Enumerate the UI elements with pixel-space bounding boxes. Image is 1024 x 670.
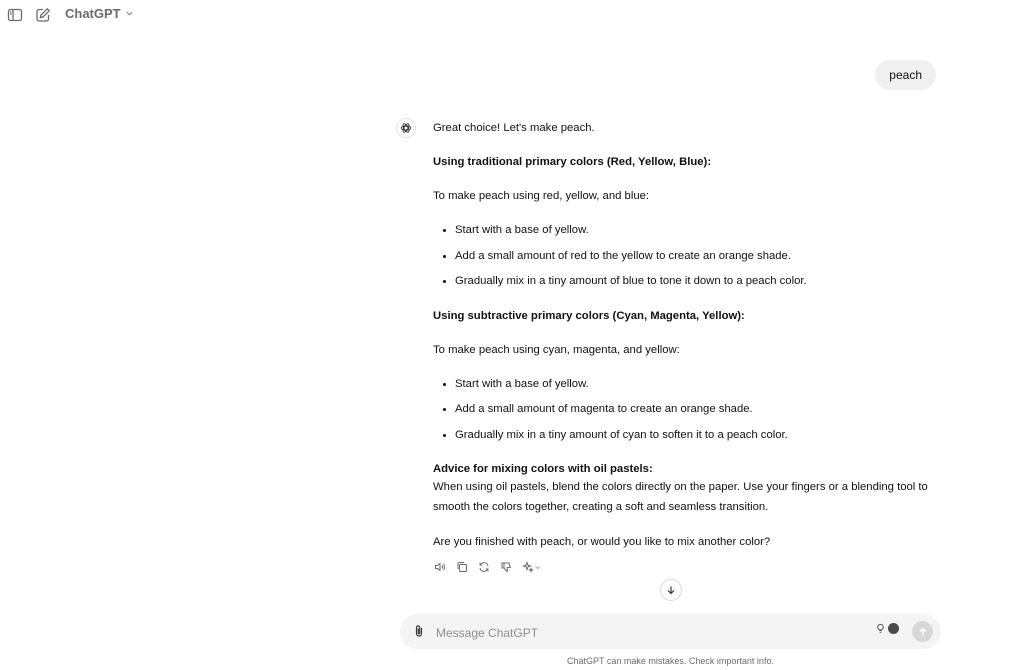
read-aloud-icon [434, 561, 446, 573]
user-message-bubble: peach [875, 60, 936, 90]
advice-body: When using oil pastels, blend the colors directly on the paper. Use your fingers or a blending tool to smooth the colors together, creating a soft and seamless transition. [433, 481, 928, 513]
list-item: • Add a small amount of magenta to create an orange shade. [455, 400, 933, 426]
assistant-message [433, 119, 933, 551]
assistant-intro: Great choice! Let's make peach. [433, 122, 595, 134]
chevron-down-icon [534, 564, 541, 571]
list-item: • Gradually mix in a tiny amount of blue to tone it down to a peach color. [455, 272, 933, 298]
openai-logo-icon [400, 122, 412, 134]
bad-response-button[interactable] [498, 560, 513, 574]
composer-tools [875, 622, 899, 634]
list-item: • Start with a base of yellow. [455, 375, 933, 401]
message-actions [432, 560, 542, 574]
regenerate-button[interactable] [476, 560, 491, 574]
section-heading-traditional: Using traditional primary colors (Red, Yellow, Blue): [433, 156, 712, 168]
section-heading-subtractive: Using subtractive primary colors (Cyan, Magenta, Yellow): [433, 309, 745, 322]
voice-mode-icon[interactable] [888, 623, 899, 634]
advice-heading: Advice for mixing colors with oil pastels: [433, 463, 653, 475]
send-button[interactable] [912, 621, 933, 642]
list-item: • Start with a base of yellow. [455, 221, 933, 247]
list-item: • Add a small amount of red to the yellow to create an orange shade. [455, 247, 933, 273]
arrow-up-icon [918, 627, 928, 637]
change-model-button[interactable] [520, 560, 542, 574]
message-composer [400, 614, 941, 649]
arrow-down-icon [666, 585, 676, 595]
sidebar-icon [7, 7, 23, 23]
edit-icon [35, 7, 51, 23]
steps-list-traditional [433, 221, 933, 298]
sparkle-icon [522, 561, 534, 573]
model-selector[interactable] [65, 6, 134, 21]
section-lead-traditional: To make peach using red, yellow, and blue: [433, 190, 650, 202]
attach-button[interactable] [411, 623, 427, 639]
new-chat-button[interactable] [34, 6, 52, 24]
message-input[interactable] [434, 622, 858, 644]
model-name: ChatGPT [65, 6, 121, 21]
copy-icon [456, 561, 468, 573]
section-lead-subtractive: To make peach using cyan, magenta, and yellow: [433, 343, 680, 356]
lightbulb-icon [875, 623, 886, 634]
regenerate-icon [478, 561, 490, 573]
steps-list-subtractive [433, 375, 933, 452]
disclaimer-note: ChatGPT can make mistakes. Check important info. [567, 656, 774, 666]
read-aloud-button[interactable] [432, 560, 447, 574]
list-item: • Gradually mix in a tiny amount of cyan to soften it to a peach color. [455, 426, 933, 452]
thumbs-down-icon [500, 561, 512, 573]
sidebar-toggle-button[interactable] [6, 6, 24, 24]
assistant-avatar [396, 118, 416, 138]
copy-button[interactable] [454, 560, 469, 574]
lightbulb-button[interactable] [875, 622, 886, 634]
scroll-to-bottom-button[interactable] [660, 579, 682, 601]
paperclip-icon [412, 624, 426, 638]
top-bar [0, 0, 1024, 30]
chevron-down-icon [125, 9, 134, 18]
assistant-closing: Are you finished with peach, or would you like to mix another color? [433, 536, 771, 548]
